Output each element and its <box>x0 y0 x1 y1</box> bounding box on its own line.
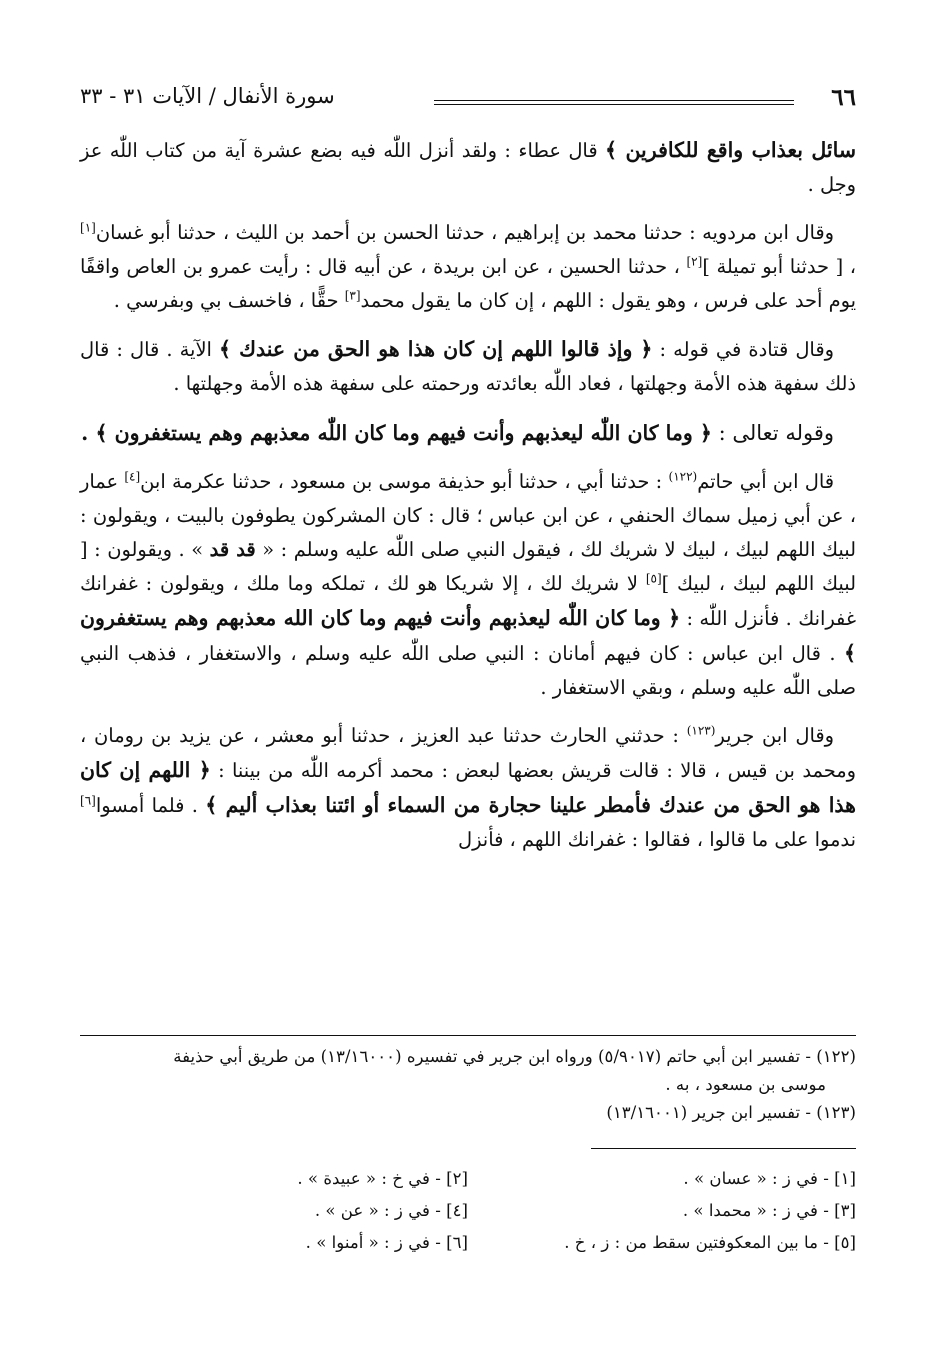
paragraph-3 <box>80 332 856 401</box>
text-run: الآية . قال : قال ذلك سفهة هذه الأمة وجهلتها ، فعاد اللّٰه بعائدته ورحمته على سفهة هذه الأمة وجهلتها . <box>80 338 856 395</box>
text-run: ندموا على ما قالوا ، فقالوا : غفرانك اللهم ، فأنزل <box>458 828 856 851</box>
footnote-text: موسى بن مسعود ، به . <box>665 1075 826 1094</box>
footnote-text: (١٢٣) - تفسير ابن جرير (١٣/١٦٠٠١) <box>606 1103 856 1122</box>
variant-marker: [٤] <box>124 469 141 484</box>
footnote-122 <box>80 1043 856 1071</box>
footnote-marker: (١٢٢) <box>668 469 698 484</box>
text-run: وقال ابن جرير <box>715 724 834 747</box>
text-run: قال عطاء : ولقد أنزل اللّٰه فيه بضع عشرة آية من كتاب اللّٰه عز وجل . <box>80 139 856 196</box>
footnote-122-continued <box>80 1071 856 1099</box>
variant-3: [٣] - في ز : « محمدا » . <box>682 1201 856 1220</box>
footnote-text: (١٢٢) - تفسير ابن أبي حاتم (٥/٩٠١٧) ورواه ابن جرير في تفسيره (١٣/١٦٠٠٠) من طريق أبي حذيفة <box>173 1047 856 1066</box>
variant-4: [٤] - في ز : « عن » . <box>314 1201 468 1220</box>
variant-readings <box>80 1163 856 1259</box>
paragraph-2 <box>80 216 856 318</box>
variant-1: [١] - في ز : « عسان » . <box>683 1169 856 1188</box>
footnote-marker: (١٢٣) <box>686 723 716 738</box>
running-title: سورة الأنفال / الآيات ٣١ - ٣٣ <box>80 84 335 108</box>
text-run: وقال ابن مردويه : حدثنا محمد بن إبراهيم ، حدثنا الحسن بن أحمد بن الليث ، حدثنا أبو غسان <box>95 221 834 244</box>
quran-quote: ﴿ اللهم إن كان هذا هو الحق من عندك فأمطر علينا حجارة من السماء أو ائتنا بعذاب أليم ﴾ <box>80 758 856 817</box>
footnote-123 <box>80 1099 856 1127</box>
text-run: عمار ، عن أبي زميل سماك الحنفي ، عن ابن عباس ؛ قال : كان المشركون يطوفون بالبيت ، ويقولون : لبيك اللهم لبيك ، لبيك لا شريك لك ، فيقول النبي صلى اللّٰه عليه وسلم : « <box>80 470 856 561</box>
variant-2: [٢] - في خ : « عبيدة » . <box>297 1169 468 1188</box>
page-number: ٦٦ <box>831 84 856 111</box>
paragraph-6 <box>80 719 856 857</box>
text-run: . قال ابن عباس : كان فيهم أمانان : النبي صلى اللّٰه عليه وسلم ، والاستغفار ، فذهب النبي صلى اللّٰه عليه وسلم ، وبقي الاستغفار . <box>80 642 856 699</box>
footnote-separator <box>80 1035 856 1037</box>
variant-6: [٦] - في ز : « أمنوا » . <box>305 1233 468 1252</box>
text-run: : حدثنا أبي ، حدثنا أبو حذيفة موسى بن مسعود ، حدثنا عكرمة ابن <box>140 470 669 493</box>
paragraph-1 <box>80 133 856 202</box>
variant-marker: [٢] <box>686 254 703 269</box>
main-text <box>80 133 856 857</box>
text-run: وقوله تعالى : <box>711 421 834 445</box>
variants-separator <box>591 1148 856 1150</box>
variant-row <box>80 1227 856 1259</box>
text-run: وقال قتادة في قوله : <box>652 338 834 361</box>
quran-quote: ﴿ وما كان اللّٰه ليعذبهم وأنت فيهم وما كان الله معذبهم وهم يستغفرون ﴾ <box>80 606 856 665</box>
variant-marker: [٣] <box>344 288 361 303</box>
variant-marker: [٥] <box>645 571 662 586</box>
text-run: ، حدثنا الحسين ، عن ابن بريدة ، عن أبيه قال : رأيت عمرو بن العاص واقفًا يوم أحد على فرس ، وهو يقول : اللهم ، إن كان ما يقول محمد <box>80 255 856 312</box>
paragraph-5 <box>80 465 856 705</box>
quran-quote: ﴿ وما كان اللّٰه ليعذبهم وأنت فيهم وما كان اللّٰه معذبهم وهم يستغفرون ﴾ . <box>81 421 712 445</box>
text-run: لا شريك لك ، إلا شريكا هو لك ، تملكه وما ملك ، ويقولون : غفرانك غفرانك . فأنزل اللّٰه : <box>80 572 856 630</box>
text-run: : حدثني الحارث حدثنا عبد العزيز ، حدثنا أبو معشر ، عن يزيد بن رومان ، ومحمد بن قيس ، قالا : قالت قريش بعضها لبعض : محمد أكرمه اللّٰه من بيننا : <box>80 724 856 782</box>
variant-marker: [١] <box>80 220 96 235</box>
bold-phrase: قد قد <box>209 538 256 561</box>
variant-5: [٥] - ما بين المعكوفتين سقط من : ز ، خ . <box>564 1233 856 1252</box>
variant-row <box>80 1163 856 1195</box>
text-run: » . ويقولون : [ لبيك اللهم لبيك ، لبيك ] <box>80 538 856 595</box>
text-run: حقًّا ، فاخسف بي وبفرسي . <box>113 289 345 312</box>
page-header <box>80 78 856 118</box>
variant-marker: [٦] <box>80 793 96 808</box>
quran-quote: ﴿ وإذ قالوا اللهم إن كان هذا هو الحق من عندك ﴾ <box>219 337 653 361</box>
text-run: ، [ حدثنا أبو تميلة ] <box>702 255 856 278</box>
variant-row <box>80 1195 856 1227</box>
footnotes <box>80 1043 856 1127</box>
header-rule <box>434 100 794 105</box>
text-run: . فلما أمسوا <box>95 794 206 817</box>
text-run: قال ابن أبي حاتم <box>697 470 834 493</box>
paragraph-4-verse <box>80 415 856 451</box>
quran-quote: سائل بعذاب واقع للكافرين ﴾ <box>605 138 856 162</box>
